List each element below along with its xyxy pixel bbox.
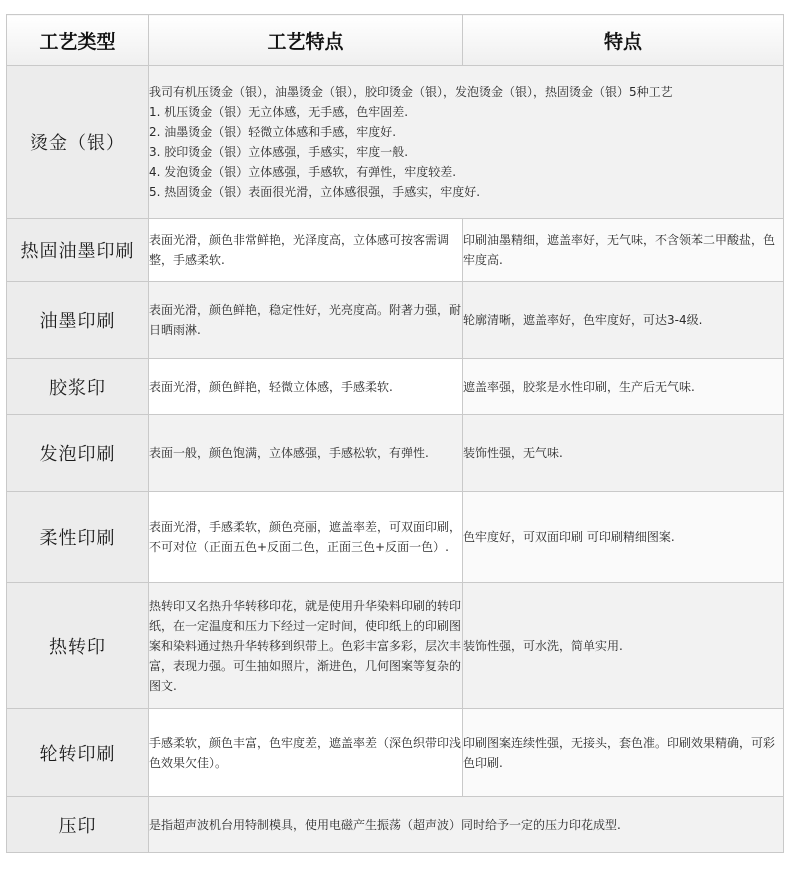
description-line: 3. 胶印烫金（银）立体感强，手感实，牢度一般. xyxy=(149,145,409,159)
table-row xyxy=(7,583,784,709)
process-type: 油墨印刷 xyxy=(7,282,149,359)
header-features: 特点 xyxy=(463,15,784,66)
process-feature: 装饰性强，无气味. xyxy=(463,415,784,492)
description-line: 5. 热固烫金（银）表面很光滑，立体感很强，手感实，牢度好. xyxy=(149,185,481,199)
description-line: 我司有机压烫金（银），油墨烫金（银），胶印烫金（银），发泡烫金（银），热固烫金（银）5种工艺 xyxy=(149,85,673,99)
process-feature: 轮廓清晰，遮盖率好，色牢度好，可达3-4级. xyxy=(463,282,784,359)
process-description: 表面光滑，颜色鲜艳，稳定性好，光亮度高。附著力强，耐日晒雨淋. xyxy=(149,282,463,359)
table-row xyxy=(7,709,784,797)
table-row xyxy=(7,359,784,415)
process-type: 烫金（银） xyxy=(7,66,149,219)
process-type: 压印 xyxy=(7,797,149,853)
process-description xyxy=(149,66,784,219)
table-row xyxy=(7,282,784,359)
process-type: 热转印 xyxy=(7,583,149,709)
header-row xyxy=(7,15,784,66)
process-type: 发泡印刷 xyxy=(7,415,149,492)
process-description: 手感柔软，颜色丰富，色牢度差，遮盖率差（深色织带印浅色效果欠佳）。 xyxy=(149,709,463,797)
table-row xyxy=(7,66,784,219)
process-feature: 色牢度好，可双面印刷 可印刷精细图案. xyxy=(463,492,784,583)
process-description: 是指超声波机台用特制模具，使用电磁产生振荡（超声波）同时给予一定的压力印花成型. xyxy=(149,797,784,853)
table-row xyxy=(7,219,784,282)
description-line: 1. 机压烫金（银）无立体感，无手感，色牢固差. xyxy=(149,105,409,119)
process-type: 轮转印刷 xyxy=(7,709,149,797)
process-feature: 遮盖率强，胶浆是水性印刷，生产后无气味. xyxy=(463,359,784,415)
process-description: 表面光滑，手感柔软，颜色亮丽，遮盖率差，可双面印刷，不可对位（正面五色+反面二色，正面三色+反面一色）. xyxy=(149,492,463,583)
process-description: 表面光滑，颜色鲜艳，轻微立体感，手感柔软. xyxy=(149,359,463,415)
process-table xyxy=(6,14,784,853)
process-feature: 印刷图案连续性强，无接头，套色准。印刷效果精确，可彩色印刷. xyxy=(463,709,784,797)
header-process-features: 工艺特点 xyxy=(149,15,463,66)
process-description: 表面光滑，颜色非常鲜艳，光泽度高，立体感可按客需调整，手感柔软. xyxy=(149,219,463,282)
process-feature: 印刷油墨精细，遮盖率好，无气味，不含领苯二甲酸盐，色牢度高. xyxy=(463,219,784,282)
table-row xyxy=(7,492,784,583)
process-type: 柔性印刷 xyxy=(7,492,149,583)
description-line: 2. 油墨烫金（银）轻微立体感和手感，牢度好. xyxy=(149,125,397,139)
process-type: 热固油墨印刷 xyxy=(7,219,149,282)
header-process-type: 工艺类型 xyxy=(7,15,149,66)
process-type: 胶浆印 xyxy=(7,359,149,415)
description-line: 4. 发泡烫金（银）立体感强，手感软，有弹性，牢度较差. xyxy=(149,165,457,179)
process-feature: 装饰性强，可水洗，简单实用. xyxy=(463,583,784,709)
process-description: 表面一般，颜色饱满，立体感强，手感松软，有弹性. xyxy=(149,415,463,492)
table-row xyxy=(7,415,784,492)
process-description: 热转印又名热升华转移印花，就是使用升华染料印刷的转印纸，在一定温度和压力下经过一定时间，使印纸上的印刷图案和染料通过热升华转移到织带上。色彩丰富多彩，层次丰富，表现力强。可生抽如照片，渐进色，几何图案等复杂的图文. xyxy=(149,583,463,709)
table-row xyxy=(7,797,784,853)
